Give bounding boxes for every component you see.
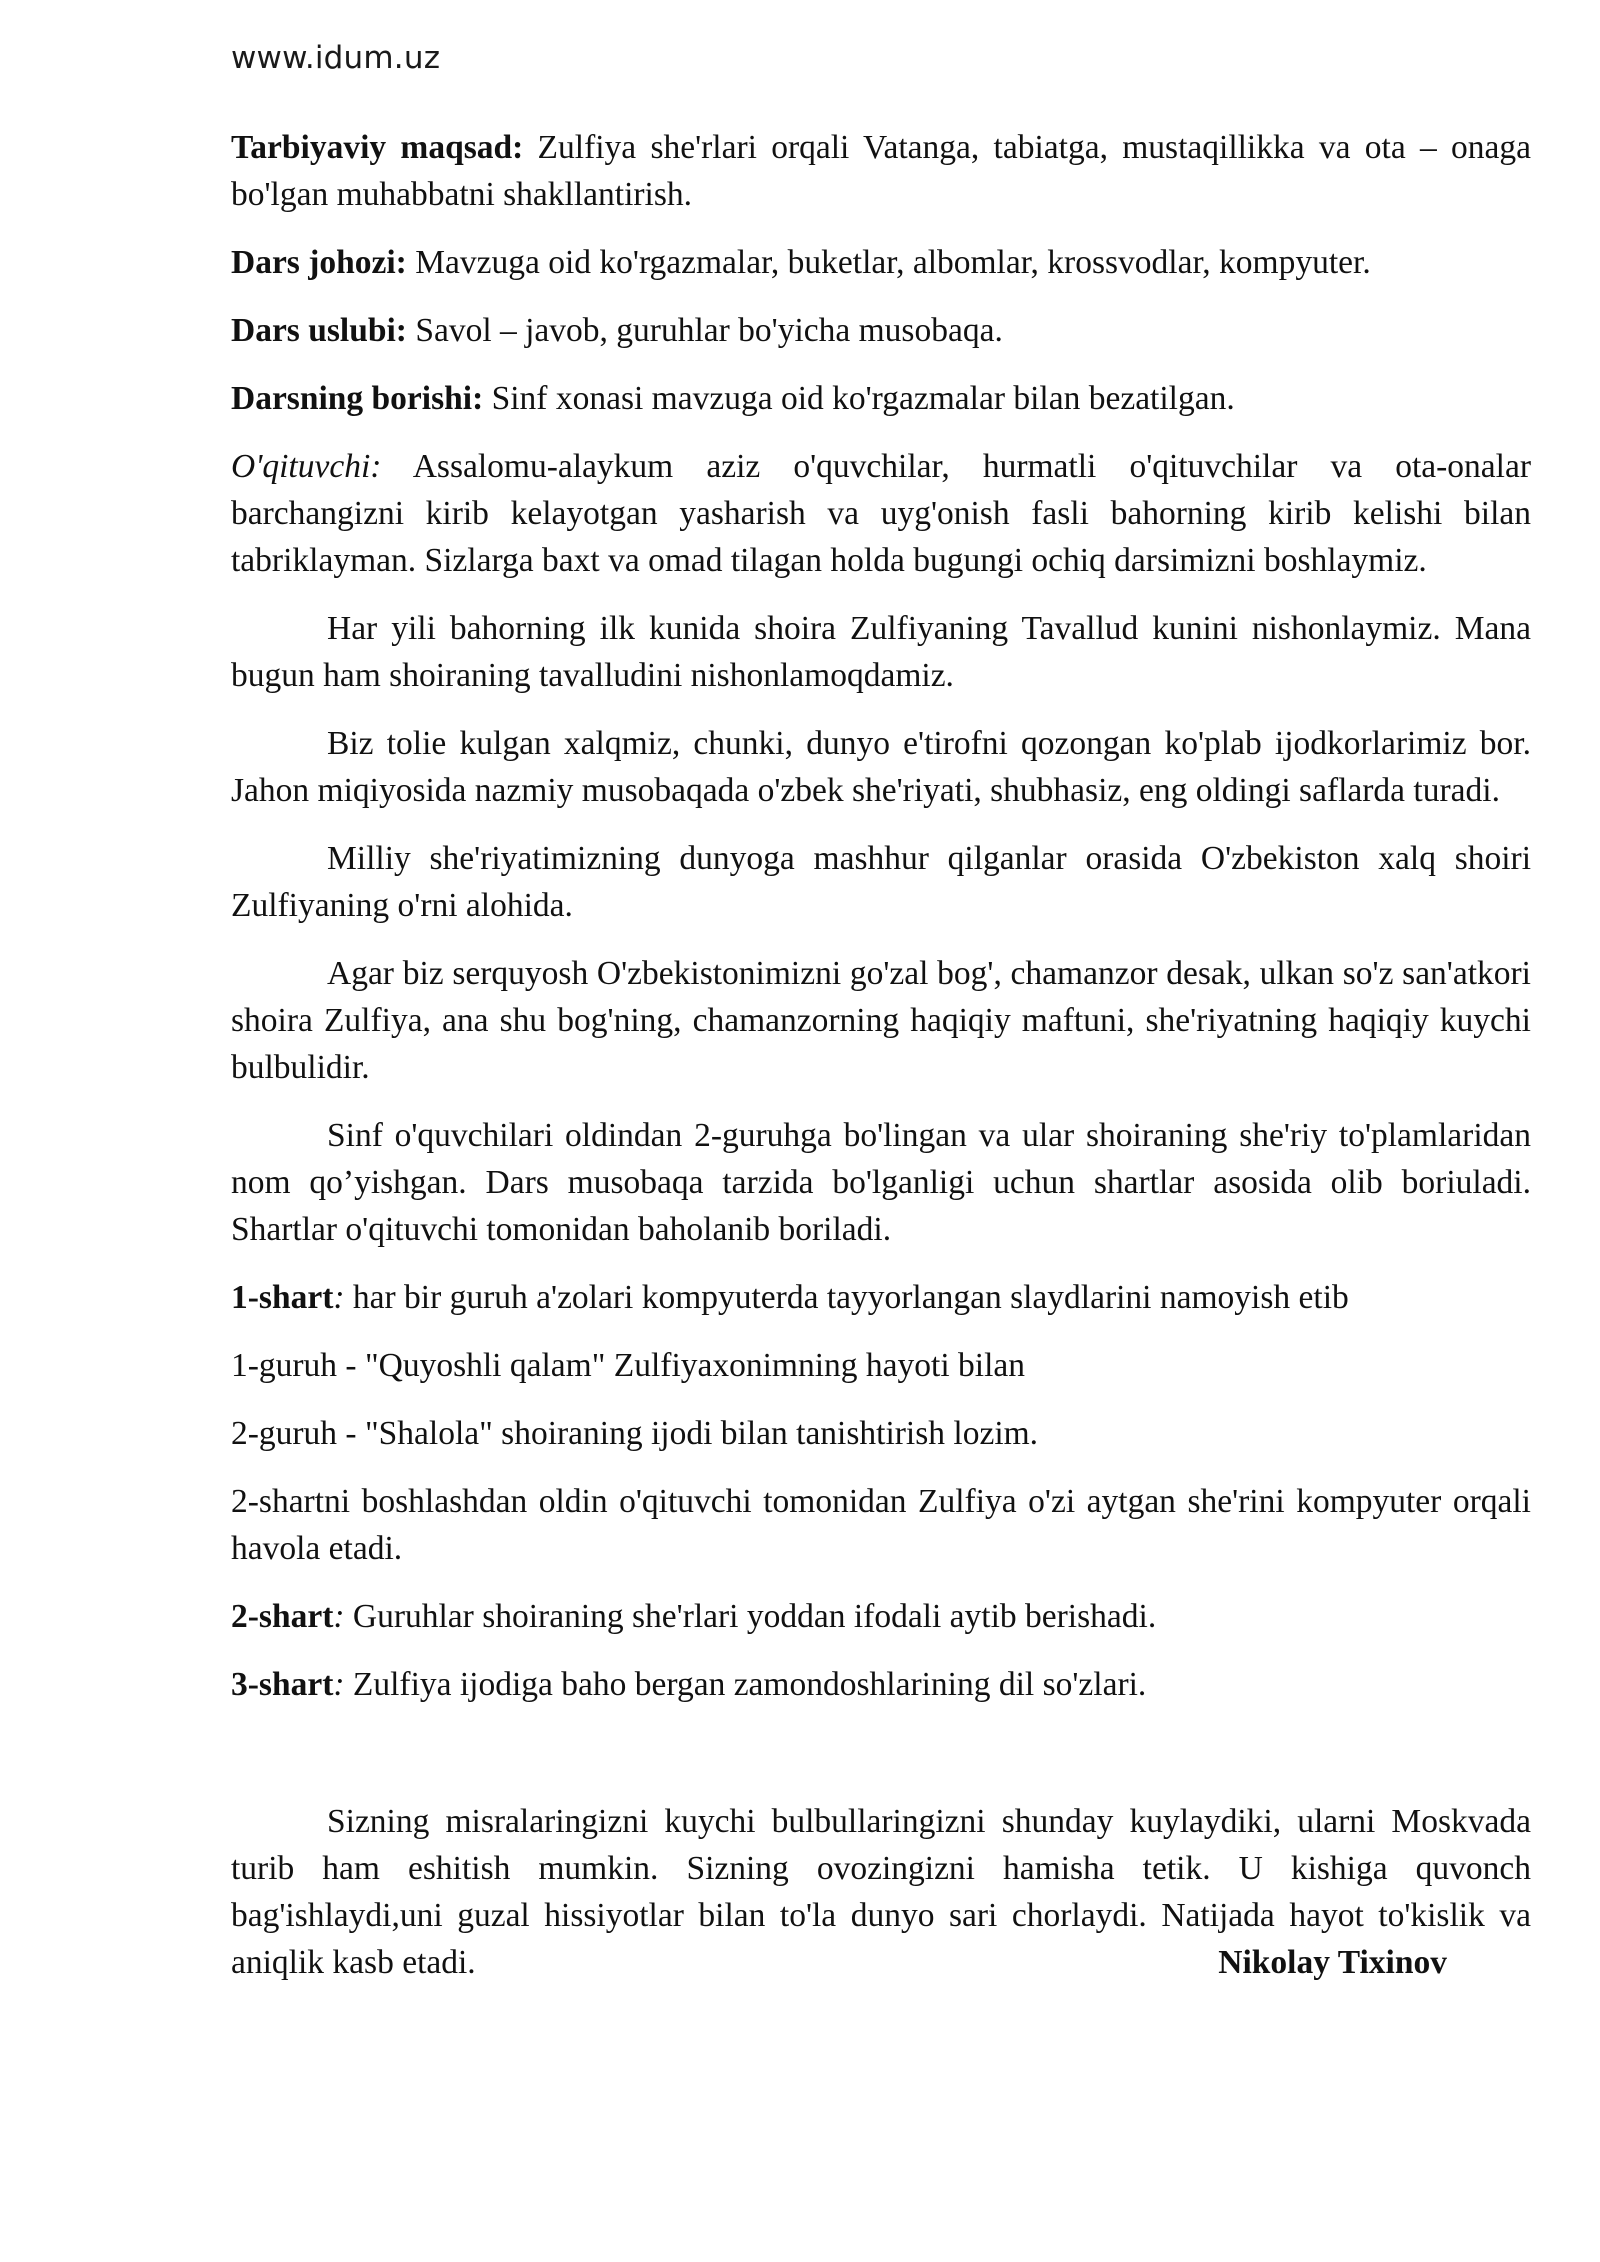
- tarbiyaviy-maqsad-label: Tarbiyaviy maqsad:: [231, 129, 524, 166]
- shart-1-colon: :: [333, 1279, 345, 1316]
- quote-author: Nikolay Tixinov: [1218, 1944, 1447, 1981]
- quote-paragraph: [231, 1798, 1531, 1986]
- dars-johozi-text: Mavzuga oid ko'rgazmalar, buketlar, albomlar, krossvodlar, kompyuter.: [406, 244, 1371, 281]
- shart-2-text: Guruhlar shoiraning she'rlari yoddan ifodali aytib berishadi.: [344, 1598, 1157, 1635]
- tarbiyaviy-maqsad-paragraph: [231, 124, 1531, 218]
- shart-3-paragraph: [231, 1661, 1531, 1708]
- shart-1-paragraph: [231, 1274, 1531, 1321]
- dars-johozi-label: Dars johozi:: [231, 244, 407, 281]
- shart-1-label: 1-shart: [231, 1279, 334, 1316]
- milliy-paragraph: Milliy she'riyatimizning dunyoga mashhur qilganlar orasida O'zbekiston xalq shoiri Zulfiyaning o'rni alohida.: [231, 840, 1531, 924]
- site-header-url: www.idum.uz: [231, 40, 441, 76]
- shart-2-colon: :: [333, 1598, 345, 1635]
- shart-3-colon: :: [333, 1666, 345, 1703]
- shart-3-label: 3-shart: [231, 1666, 334, 1703]
- dars-uslubi-paragraph: [231, 307, 1531, 354]
- shart-2-label: 2-shart: [231, 1598, 334, 1635]
- teacher-paragraph: [231, 443, 1531, 584]
- quote-text: Sizning misralaringizni kuychi bulbullaringizni shunday kuylaydiki, ularni Moskvada turib ham eshitish mumkin. Sizning ovozingizni hamisha tetik. U kishiga quvonch bag'ishlaydi,uni guzal hissiyotlar bilan to'la dunyo sari chorlaydi. Natijada hayot to'kislik va aniqlik kasb etadi.: [231, 1803, 1531, 1981]
- shart-3-text: Zulfiya ijodiga baho bergan zamondoshlarining dil so'zlari.: [344, 1666, 1147, 1703]
- darsning-borishi-text: Sinf xonasi mavzuga oid ko'rgazmalar bilan bezatilgan.: [483, 380, 1235, 417]
- teacher-label: O'qituvchi:: [231, 448, 382, 485]
- guruh-2-paragraph: 2-guruh - "Shalola" shoiraning ijodi bilan tanishtirish lozim.: [231, 1415, 1039, 1452]
- tarbiyaviy-maqsad-text: Zulfiya she'rlari orqali Vatanga, tabiatga, mustaqillikka va ota – onaga bo'lgan muhabbatni shakllantirish.: [231, 129, 1531, 213]
- darsning-borishi-paragraph: [231, 375, 1531, 422]
- sinf-paragraph: Sinf o'quvchilari oldindan 2-guruhga bo'lingan va ular shoiraning she'riy to'plamlaridan nom qo’yishgan. Dars musobaqa tarzida bo'lganligi uchun shartlar asosida olib boriuladi. Shartlar o'qituvchi tomonidan baholanib boriladi.: [231, 1117, 1531, 1248]
- shart-1-text: har bir guruh a'zolari kompyuterda tayyorlangan slaydlarini namoyish etib: [344, 1279, 1349, 1316]
- guruh-1-paragraph: 1-guruh - "Quyoshli qalam" Zulfiyaxonimning hayoti bilan: [231, 1347, 1026, 1384]
- dars-uslubi-label: Dars uslubi:: [231, 312, 407, 349]
- teacher-text: Assalomu-alaykum aziz o'quvchilar, hurmatli o'qituvchilar va ota-onalar barchangizni kirib kelayotgan yasharish va uyg'onish fasli bahorning kirib kelishi bilan tabriklayman. Sizlarga baxt va omad tilagan holda bugungi ochiq darsimizni boshlaymiz.: [231, 448, 1531, 579]
- dars-uslubi-text: Savol – javob, guruhlar bo'yicha musobaqa.: [406, 312, 1003, 349]
- darsning-borishi-label: Darsning borishi:: [231, 380, 484, 417]
- shart-2-paragraph: [231, 1593, 1531, 1640]
- agar-biz-paragraph: Agar biz serquyosh O'zbekistonimizni go'zal bog', chamanzor desak, ulkan so'z san'atkori shoira Zulfiya, ana shu bog'ning, chamanzorning haqiqiy maftuni, she'riyatning haqiqiy kuychi bulbulidir.: [231, 955, 1531, 1086]
- dars-johozi-paragraph: [231, 239, 1531, 286]
- document-body: [231, 124, 1531, 2007]
- shartni-paragraph: 2-shartni boshlashdan oldin o'qituvchi tomonidan Zulfiya o'zi aytgan she'rini kompyuter orqali havola etadi.: [231, 1483, 1531, 1567]
- har-yili-paragraph: Har yili bahorning ilk kunida shoira Zulfiyaning Tavallud kunini nishonlaymiz. Mana bugun ham shoiraning tavalludini nishonlamoqdamiz.: [231, 610, 1531, 694]
- biz-tolie-paragraph: Biz tolie kulgan xalqmiz, chunki, dunyo e'tirofni qozongan ko'plab ijodkorlarimiz bor. Jahon miqiyosida nazmiy musobaqada o'zbek she'riyati, shubhasiz, eng oldingi saflarda turadi.: [231, 725, 1531, 809]
